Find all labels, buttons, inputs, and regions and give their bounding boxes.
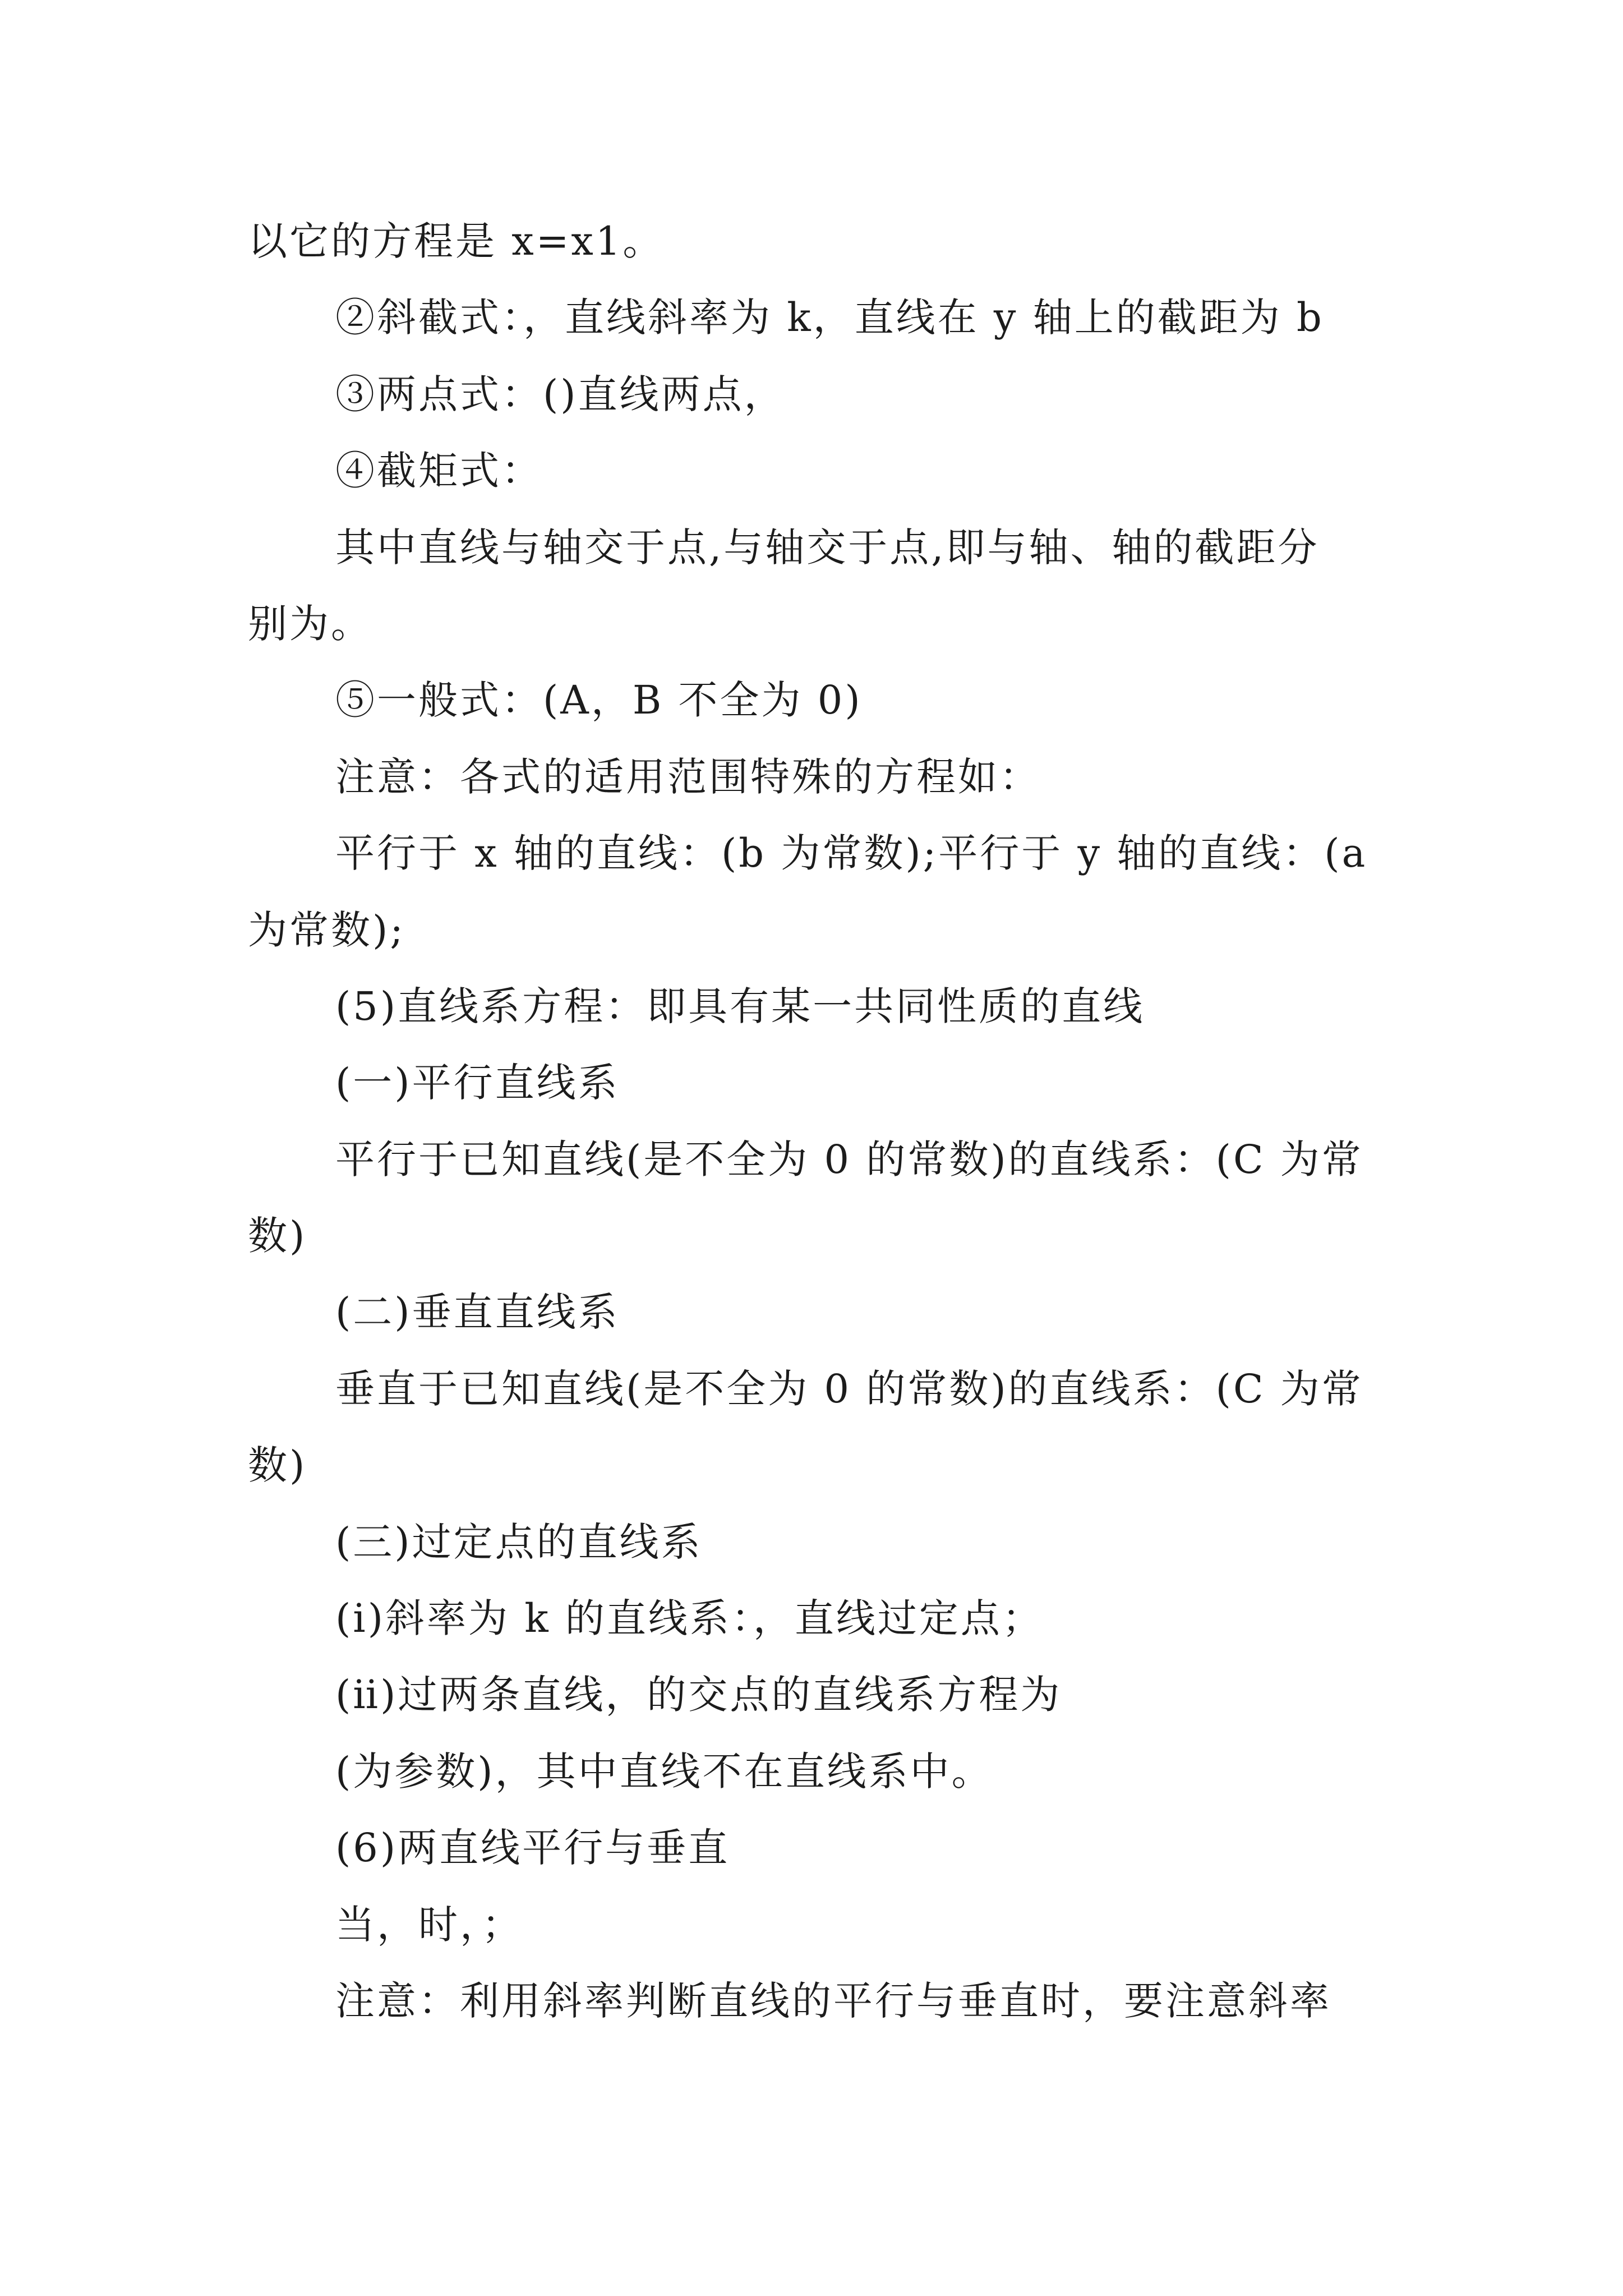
text-line-continuation: 以它的方程是 x=x1。 [248, 218, 665, 264]
text-line-intercept-explanation: 其中直线与轴交于点,与轴交于点,即与轴、轴的截距分 [335, 524, 1320, 570]
text-line-slope-note: 注意：利用斜率判断直线的平行与垂直时，要注意斜率 [335, 1977, 1331, 2024]
text-line-fixed-point-system-heading: (三)过定点的直线系 [335, 1519, 703, 1565]
text-line-parallel-axes: 平行于 x 轴的直线：(b 为常数);平行于 y 轴的直线：(a [335, 830, 1368, 877]
text-line-parallel-perpendicular-heading: (6)两直线平行与垂直 [335, 1825, 730, 1871]
text-line-intercept-form: ④截矩式： [335, 448, 543, 494]
text-line-parameter-note: (为参数)，其中直线不在直线系中。 [335, 1748, 993, 1795]
text-line-slope-system: (ⅰ)斜率为 k 的直线系：，直线过定点； [335, 1595, 1044, 1642]
text-line-line-system-heading: (5)直线系方程：即具有某一共同性质的直线 [335, 983, 1145, 1029]
text-line-perpendicular-system-heading: (二)垂直直线系 [335, 1289, 620, 1336]
text-line-parallel-system-heading: (一)平行直线系 [335, 1060, 620, 1106]
text-line-condition: 当，时，； [335, 1901, 523, 1948]
text-line-perpendicular-system: 垂直于已知直线(是不全为 0 的常数)的直线系：(C 为常 [335, 1365, 1363, 1412]
document-body [248, 203, 1392, 2039]
text-line-intersection-system: (ⅱ)过两条直线，的交点的直线系方程为 [335, 1672, 1062, 1718]
text-line-two-point-form: ③两点式：()直线两点， [335, 371, 786, 417]
text-line-slope-intercept-form: ②斜截式：，直线斜率为 k，直线在 y 轴上的截距为 b [335, 295, 1324, 341]
text-line-note-scope: 注意：各式的适用范围特殊的方程如： [335, 753, 1041, 800]
text-line-intercept-explanation-cont: 别为。 [248, 600, 372, 647]
text-line-parallel-axes-cont: 为常数); [248, 907, 405, 953]
text-line-perpendicular-system-cont: 数) [248, 1442, 307, 1489]
text-line-parallel-system: 平行于已知直线(是不全为 0 的常数)的直线系：(C 为常 [335, 1136, 1363, 1182]
text-line-general-form: ⑤一般式：(A，B 不全为 0) [335, 677, 863, 724]
text-line-parallel-system-cont: 数) [248, 1213, 307, 1259]
